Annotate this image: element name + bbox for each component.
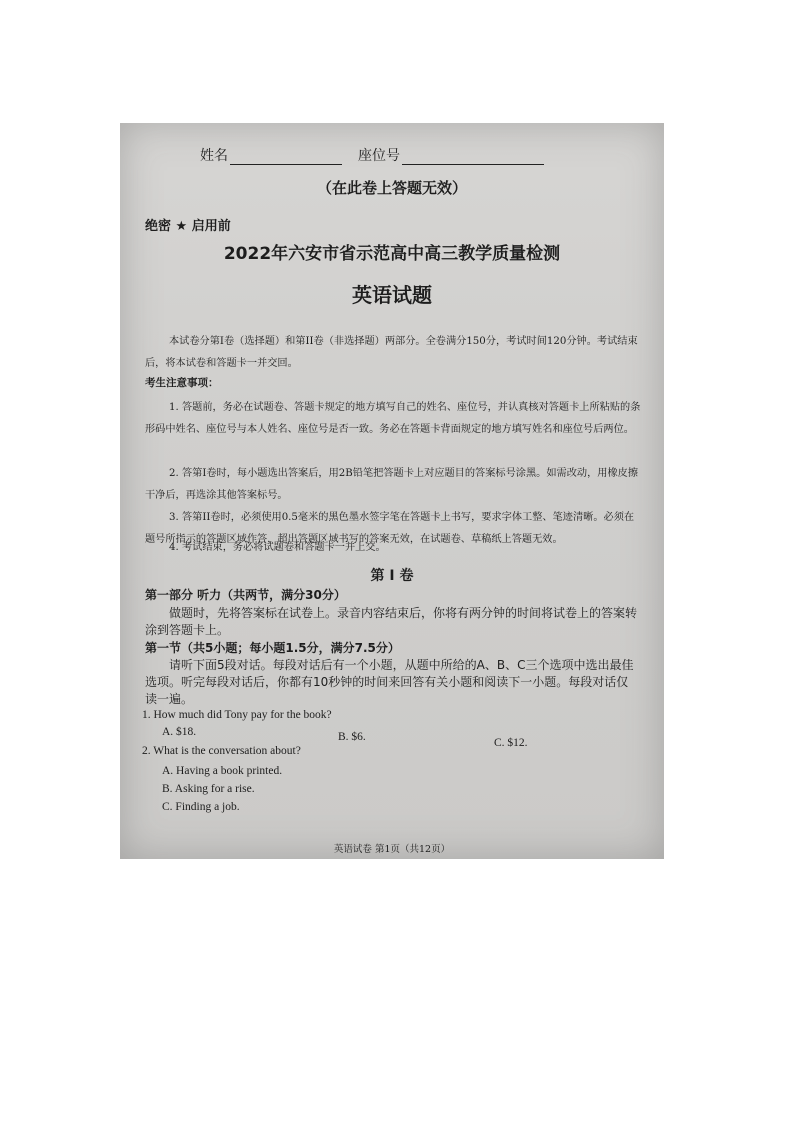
name-label: 姓名 xyxy=(200,148,228,164)
subject-title: 英语试题 xyxy=(352,283,432,307)
note-item: 3. 答第II卷时，必须使用0.5毫米的黑色墨水签字笔在答题卡上书写，要求字体工整、笔迹清晰。必须在题号所指示的答题区域作答，超出答题区域书写的答案无效，在试题卷、草稿纸上答题无效。 xyxy=(145,512,635,545)
seat-blank-line xyxy=(402,150,544,165)
name-seat-row xyxy=(200,145,544,165)
intro-paragraph: 本试卷分第I卷（选择题）和第II卷（非选择题）两部分。全卷满分150分，考试时间120分钟。考试结束后，将本试卷和答题卡一并交回。 xyxy=(145,336,638,369)
question-option: A. $18. xyxy=(162,726,197,738)
note-item: 1. 答题前，务必在试题卷、答题卡规定的地方填写自己的姓名、座位号，并认真核对答题卡上所粘贴的条形码中姓名、座位号与本人姓名、座位号是否一致。务必在答题卡背面规定的地方填写姓名和座位号后两位。 xyxy=(145,402,641,435)
question-option: A. Having a book printed. xyxy=(162,765,283,777)
part1-description: 做题时，先将答案标在试卷上。录音内容结束后，你将有两分钟的时间将试卷上的答案转涂到答题卡上。 xyxy=(145,606,638,637)
question-option: B. $6. xyxy=(338,731,366,743)
note-item: 2. 答第I卷时，每小题选出答案后，用2B铅笔把答题卡上对应题目的答案标号涂黑。如需改动，用橡皮擦干净后，再选涂其他答案标号。 xyxy=(145,468,639,501)
question-stem: 1. How much did Tony pay for the book? xyxy=(142,709,332,721)
section1-description: 请听下面5段对话。每段对话后有一个小题，从题中所给的A、B、C三个选项中选出最佳选项。听完每段对话后，你都有10秒钟的时间来回答有关小题和阅读下一小题。每段对话仅读一遍。 xyxy=(145,658,634,706)
page-footer: 英语试卷 第1页（共12页） xyxy=(333,844,451,855)
question-option: C. Finding a job. xyxy=(162,801,240,813)
name-blank-line xyxy=(230,150,342,165)
question-option: C. $12. xyxy=(494,737,528,749)
part1-heading: 第一部分 听力（共两节，满分30分） xyxy=(145,588,346,602)
section1-heading: 第一节（共5小题；每小题1.5分，满分7.5分） xyxy=(145,641,400,655)
question-option: B. Asking for a rise. xyxy=(162,783,255,795)
invalid-answer-note: （在此卷上答题无效） xyxy=(316,179,467,197)
exam-title: 2022年六安市省示范高中高三教学质量检测 xyxy=(223,244,561,264)
notes-heading: 考生注意事项： xyxy=(145,377,219,389)
question-stem: 2. What is the conversation about? xyxy=(142,745,301,757)
note-item: 4. 考试结束，务必将试题卷和答题卡一并上交。 xyxy=(169,542,386,553)
exam-paper-photo xyxy=(120,123,664,859)
seat-label: 座位号 xyxy=(358,148,400,164)
secret-label: 绝密 ★ 启用前 xyxy=(145,219,231,234)
volume-title: 第 I 卷 xyxy=(370,568,414,584)
